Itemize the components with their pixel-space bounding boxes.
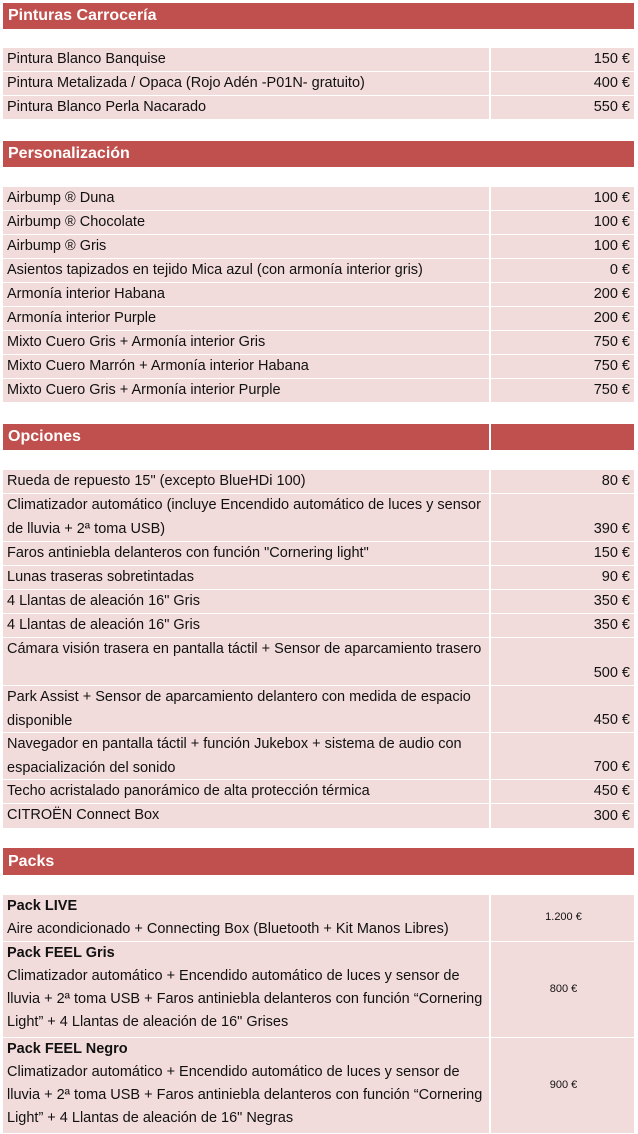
row-price: 700 € xyxy=(593,758,630,775)
table-row xyxy=(3,542,634,565)
row-description: Faros antiniebla delanteros con función "Cornering light" xyxy=(7,545,369,561)
row-price: 90 € xyxy=(601,568,630,585)
row-description: Park Assist + Sensor de aparcamiento delantero con medida de espacio disponible xyxy=(7,689,471,729)
row-description: Lunas traseras sobretintadas xyxy=(7,569,194,585)
row-price: 750 € xyxy=(593,357,630,374)
section-header-packs xyxy=(3,848,634,875)
row-price: 550 € xyxy=(593,98,630,115)
pack-description: Climatizador automático + Encendido automático de luces y sensor de lluvia + 2ª toma USB + Faros antiniebla delanteros con función “Cornering Light” + 4 Llantas de aleación de 16" Grises xyxy=(7,968,483,1030)
section-header-pinturas xyxy=(3,3,634,29)
table-row xyxy=(3,96,634,119)
section-title: Personalización xyxy=(8,145,130,162)
table-row xyxy=(3,187,634,210)
pack-name: Pack FEEL Negro xyxy=(7,1041,128,1057)
row-price: 750 € xyxy=(593,333,630,350)
table-row xyxy=(3,780,634,803)
row-description: Cámara visión trasera en pantalla táctil + Sensor de aparcamiento trasero xyxy=(7,641,482,657)
row-description: Mixto Cuero Gris + Armonía interior Gris xyxy=(7,334,266,350)
table-row xyxy=(3,355,634,378)
row-price: 100 € xyxy=(593,189,630,206)
row-description: Pintura Blanco Banquise xyxy=(7,51,166,67)
table-row xyxy=(3,566,634,589)
row-price: 150 € xyxy=(593,544,630,561)
pack-row xyxy=(3,895,634,941)
row-price: 150 € xyxy=(593,50,630,67)
table-row xyxy=(3,48,634,71)
pack-row xyxy=(3,1038,634,1133)
table-row xyxy=(3,72,634,95)
pack-price: 900 € xyxy=(549,1078,578,1091)
table-row xyxy=(3,259,634,282)
row-price: 350 € xyxy=(593,616,630,633)
row-price: 300 € xyxy=(593,807,630,824)
section-header-opciones xyxy=(3,424,634,450)
row-description: CITROËN Connect Box xyxy=(7,807,160,823)
row-price: 450 € xyxy=(593,711,630,728)
row-description: Navegador en pantalla táctil + función Jukebox + sistema de audio con espacialización del sonido xyxy=(7,736,462,776)
row-price: 450 € xyxy=(593,782,630,799)
pack-description: Climatizador automático + Encendido automático de luces y sensor de lluvia + 2ª toma USB + Faros antiniebla delanteros con función “Cornering Light” + 4 Llantas de aleación de 16" Negras xyxy=(7,1064,483,1126)
row-description: Mixto Cuero Gris + Armonía interior Purple xyxy=(7,382,281,398)
row-price: 0 € xyxy=(609,261,630,278)
row-description: Armonía interior Purple xyxy=(7,310,157,326)
row-price: 100 € xyxy=(593,213,630,230)
pack-name: Pack FEEL Gris xyxy=(7,945,115,961)
table-row xyxy=(3,614,634,637)
row-price: 500 € xyxy=(593,664,630,681)
table-row xyxy=(3,211,634,234)
row-description: 4 Llantas de aleación 16" Gris xyxy=(7,593,200,609)
table-row xyxy=(3,804,634,828)
table-row xyxy=(3,379,634,402)
row-description: Pintura Blanco Perla Nacarado xyxy=(7,99,207,115)
table-row xyxy=(3,686,634,732)
row-price: 200 € xyxy=(593,309,630,326)
pack-price: 800 € xyxy=(549,982,578,995)
table-row xyxy=(3,494,634,541)
section-title: Packs xyxy=(8,852,55,870)
pack-name: Pack LIVE xyxy=(7,898,78,914)
row-description: Airbump ® Chocolate xyxy=(7,214,146,230)
row-price: 100 € xyxy=(593,237,630,254)
row-price: 80 € xyxy=(601,472,630,489)
table-row xyxy=(3,307,634,330)
row-description: Airbump ® Duna xyxy=(7,190,115,206)
row-description: Armonía interior Habana xyxy=(7,286,165,302)
table-row xyxy=(3,331,634,354)
row-price: 390 € xyxy=(593,520,630,537)
pack-price: 1.200 € xyxy=(545,911,582,924)
pack-description: Aire acondicionado + Connecting Box (Bluetooth + Kit Manos Libres) xyxy=(7,920,449,937)
section-title: Opciones xyxy=(8,428,81,445)
section-title: Pinturas Carrocería xyxy=(8,7,157,24)
table-row xyxy=(3,470,634,493)
row-price: 400 € xyxy=(593,74,630,91)
row-description: Mixto Cuero Marrón + Armonía interior Habana xyxy=(7,358,309,374)
table-row xyxy=(3,283,634,306)
row-description: Techo acristalado panorámico de alta protección térmica xyxy=(7,783,370,799)
row-price: 200 € xyxy=(593,285,630,302)
table-row xyxy=(3,638,634,685)
pack-row xyxy=(3,942,634,1037)
section-header-personalizacion xyxy=(3,141,634,167)
row-description: 4 Llantas de aleación 16" Gris xyxy=(7,617,200,633)
table-row xyxy=(3,590,634,613)
row-description: Airbump ® Gris xyxy=(7,238,107,254)
row-description: Climatizador automático (incluye Encendido automático de luces y sensor de lluvia + 2ª toma USB) xyxy=(7,497,481,537)
row-description: Asientos tapizados en tejido Mica azul (con armonía interior gris) xyxy=(7,262,423,278)
row-price: 750 € xyxy=(593,381,630,398)
row-description: Pintura Metalizada / Opaca (Rojo Adén -P01N- gratuito) xyxy=(7,75,365,91)
table-row xyxy=(3,733,634,779)
row-description: Rueda de repuesto 15" (excepto BlueHDi 100) xyxy=(7,473,306,489)
row-price: 350 € xyxy=(593,592,630,609)
table-row xyxy=(3,235,634,258)
